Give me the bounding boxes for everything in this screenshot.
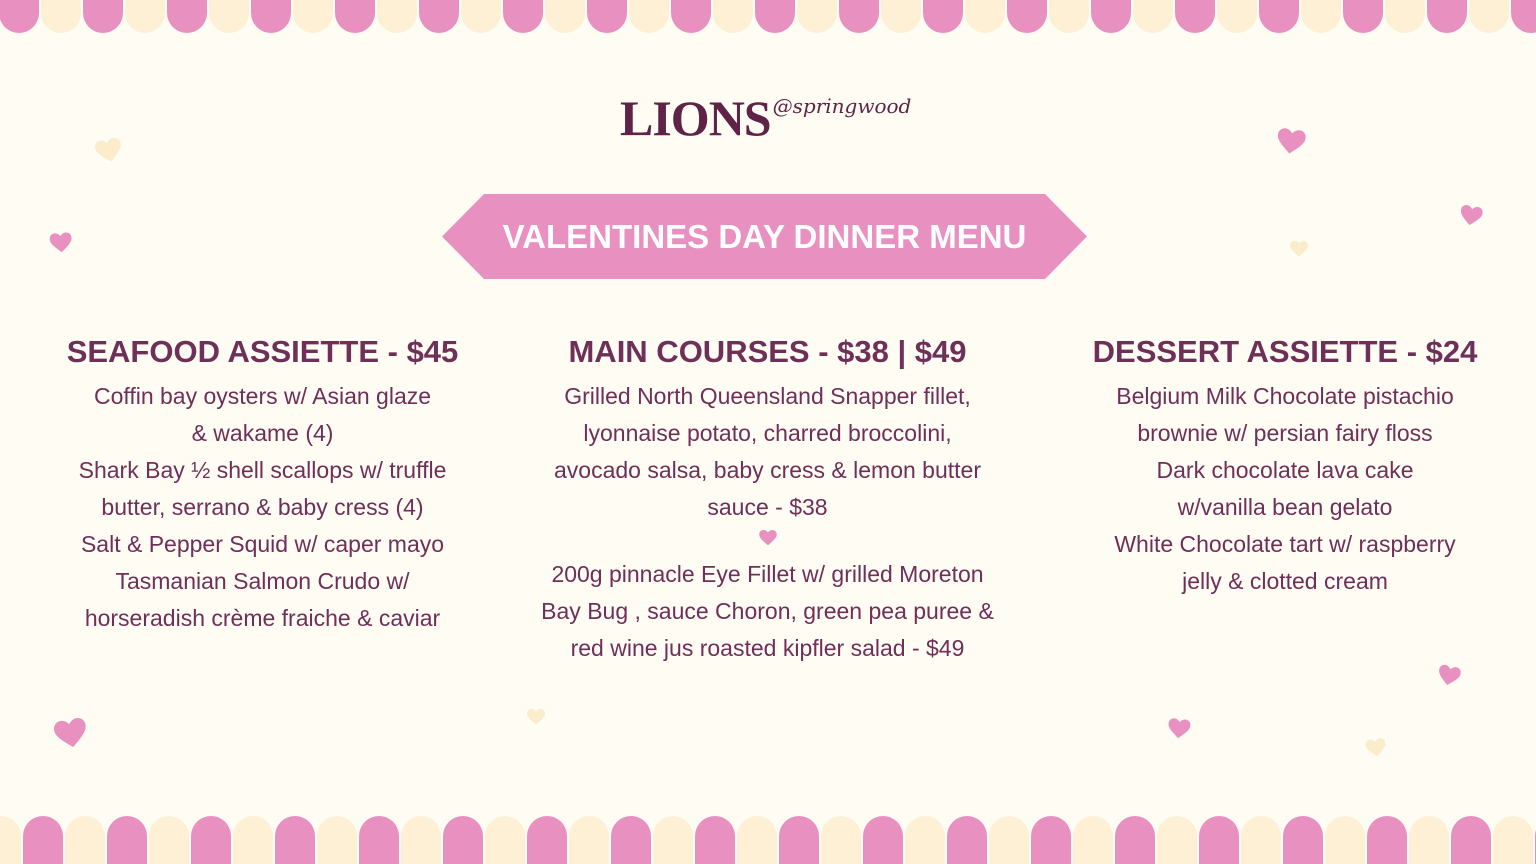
menu-line: Belgium Milk Chocolate pistachio (1116, 383, 1454, 409)
heart-icon (1365, 737, 1388, 760)
heart-icon (1167, 717, 1191, 741)
menu-line: jelly & clotted cream (1182, 568, 1388, 594)
brand-logo (620, 88, 911, 148)
dessert-heading: DESSERT ASSIETTE - $24 (1092, 334, 1478, 369)
menu-line: 200g pinnacle Eye Fillet w/ grilled Moreton (551, 561, 984, 587)
heart-icon (52, 715, 89, 752)
menu-line: lyonnaise potato, charred broccolini, (583, 420, 952, 446)
menu-line: Shark Bay ½ shell scallops w/ truffle (78, 457, 447, 483)
heart-icon (1290, 240, 1308, 258)
menu-title-banner (442, 194, 1087, 279)
heart-icon (94, 136, 125, 167)
menu-title: VALENTINES DAY DINNER MENU (502, 218, 1027, 255)
top-scallop-border (0, 0, 1536, 40)
menu-line: Salt & Pepper Squid w/ caper mayo (80, 531, 445, 557)
main-courses-heading: MAIN COURSES - $38 | $49 (568, 334, 967, 369)
menu-line: brownie w/ persian fairy floss (1137, 420, 1433, 446)
menu-line: Tasmanian Salmon Crudo w/ (115, 568, 410, 594)
brand-location: @springwood (772, 94, 912, 118)
menu-line: w/vanilla bean gelato (1177, 494, 1393, 520)
heart-icon (1458, 203, 1483, 228)
menu-line: White Chocolate tart w/ raspberry (1114, 531, 1456, 557)
menu-line: sauce - $38 (707, 494, 828, 520)
menu-line: Dark chocolate lava cake (1156, 457, 1414, 483)
brand-name: LIONS (620, 90, 771, 146)
menu-line: Grilled North Queensland Snapper fillet, (564, 383, 971, 409)
menu-line: & wakame (4) (191, 420, 334, 446)
main-courses-section (520, 330, 1015, 667)
bottom-scallop-border (0, 814, 1536, 864)
seafood-heading: SEAFOOD ASSIETTE - $45 (66, 334, 459, 369)
menu-line: red wine jus roasted kipfler salad - $49 (570, 635, 965, 661)
heart-icon (1436, 663, 1462, 689)
heart-icon (1275, 126, 1307, 158)
menu-line: butter, serrano & baby cress (4) (101, 494, 424, 520)
heart-icon (759, 530, 777, 546)
dessert-section (1070, 330, 1500, 600)
seafood-section (40, 330, 485, 637)
menu-line: horseradish crème fraiche & caviar (84, 605, 441, 631)
heart-icon (527, 708, 545, 726)
menu-line: Coffin bay oysters w/ Asian glaze (93, 383, 432, 409)
menu-line: avocado salsa, baby cress & lemon butter (553, 457, 981, 483)
heart-icon (49, 231, 73, 255)
menu-line: Bay Bug , sauce Choron, green pea puree & (541, 598, 994, 624)
